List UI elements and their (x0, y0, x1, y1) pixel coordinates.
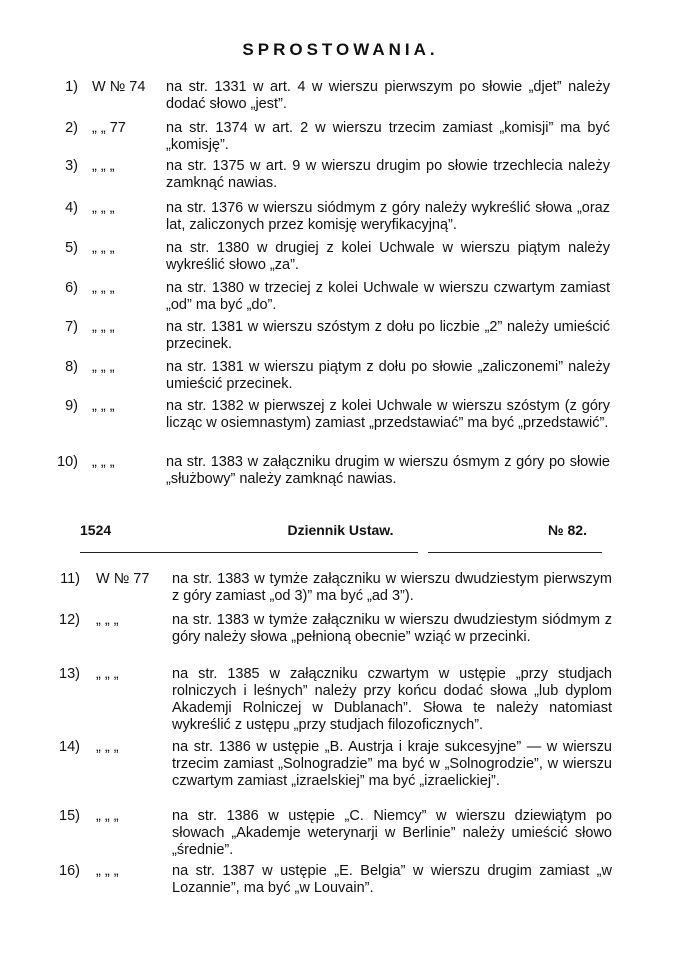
page-number: 1524 (80, 522, 112, 538)
journal-title: Dziennik Ustaw. (287, 522, 394, 538)
entry-number: 14) (59, 739, 80, 755)
entry-number: 1) (65, 79, 78, 95)
entry-text: na str. 1374 w art. 2 w wierszu trzecim zamiast „komisji” ma być „komisję”. (166, 120, 610, 153)
running-header (0, 522, 681, 544)
entry-number: 7) (65, 319, 78, 335)
entry-reference: „ „ „ (92, 158, 115, 174)
entry-reference: „ „ „ (92, 454, 115, 470)
entry-number: 13) (59, 666, 80, 682)
entry-number: 9) (65, 398, 78, 414)
entry-number: 4) (65, 200, 78, 216)
entry-reference: „ „ „ (92, 319, 115, 335)
entry-reference: W № 77 (96, 571, 150, 587)
entry-text: na str. 1331 w art. 4 w wierszu pierwszym po słowie „djet” należy dodać słowo „jest”. (166, 79, 610, 112)
entry-reference: „ „ „ (96, 666, 119, 682)
entry-reference: W № 74 (92, 79, 146, 95)
entry-number: 11) (60, 571, 80, 587)
entry-reference: „ „ „ (96, 739, 119, 755)
header-rule (80, 552, 418, 553)
entry-reference: „ „ „ (96, 612, 119, 628)
issue-number: № 82. (548, 522, 587, 538)
entry-number: 16) (59, 863, 80, 879)
entry-text: na str. 1383 w tymże załączniku w wierszu dwudziestym siódmym z góry należy słowa „pełnioną obecnie” wziąć w przecinki. (172, 612, 612, 645)
entry-number: 8) (65, 359, 78, 375)
entry-reference: „ „ „ (92, 240, 115, 256)
entry-reference: „ „ „ (92, 398, 115, 414)
entry-text: na str. 1382 w pierwszej z kolei Uchwale w wierszu szóstym (z góry licząc w osiemnastym) zamiast „przedstawiać” ma być „przedstawić”. (166, 398, 610, 431)
entry-reference: „ „ 77 (92, 120, 126, 136)
entry-text: na str. 1380 w trzeciej z kolei Uchwale w wierszu czwartym zamiast „od” ma być „do”. (166, 280, 610, 313)
entry-reference: „ „ „ (92, 359, 115, 375)
entry-text: na str. 1386 w ustępie „C. Niemcy” w wierszu dziewiątym po słowach „Akademje weterynarji w Berlinie” należy umieścić słowo „średnie”. (172, 808, 612, 858)
entry-number: 6) (65, 280, 78, 296)
entry-reference: „ „ „ (92, 200, 115, 216)
entry-reference: „ „ „ (96, 808, 119, 824)
entry-number: 3) (65, 158, 78, 174)
page-title: SPROSTOWANIA. (242, 40, 439, 59)
entry-text: na str. 1383 w tymże załączniku w wierszu dwudziestym pierwszym z góry zamiast „od 3)” ma być „ad 3”). (172, 571, 612, 604)
entry-number: 2) (65, 120, 78, 136)
entry-text: na str. 1375 w art. 9 w wierszu drugim po słowie trzechlecia należy zamknąć nawias. (166, 158, 610, 191)
entry-reference: „ „ „ (96, 863, 119, 879)
entry-number: 5) (65, 240, 78, 256)
entry-text: na str. 1381 w wierszu piątym z dołu po słowie „zaliczonemi” należy umieścić przecinek. (166, 359, 610, 392)
entry-number: 10) (57, 454, 78, 470)
entry-text: na str. 1380 w drugiej z kolei Uchwale w wierszu piątym należy wykreślić słowo „za”. (166, 240, 610, 273)
header-rule (428, 552, 602, 553)
entry-text: na str. 1383 w załączniku drugim w wierszu ósmym z góry po słowie „służbowy” należy zamknąć nawias. (166, 454, 610, 487)
entry-number: 15) (59, 808, 80, 824)
entry-number: 12) (59, 612, 80, 628)
entry-text: na str. 1376 w wierszu siódmym z góry należy wykreślić słowa „oraz lat, zaliczonych przez komisję weryfikacyjną”. (166, 200, 610, 233)
entry-text: na str. 1385 w załączniku czwartym w ustępie „przy studjach rolniczych i leśnych” należy przy końcu dodać słowa „lub dyplom Akademji Rolniczej w Dublanach”. Słowa te należy natomiast wykreślić z ustępu „przy studjach filozoficznych”. (172, 666, 612, 733)
entry-text: na str. 1387 w ustępie „E. Belgia” w wierszu drugim zamiast „w Lozannie”, ma być „w Louvain”. (172, 863, 612, 896)
entry-text: na str. 1386 w ustępie „B. Austrja i kraje sukcesyjne” — w wierszu trzecim zamiast „Solnogradzie” ma być w „Solnogrodzie”, w wierszu czwartym zamiast „izraelskiej” ma być „izraelickiej”. (172, 739, 612, 789)
entry-reference: „ „ „ (92, 280, 115, 296)
entry-text: na str. 1381 w wierszu szóstym z dołu po liczbie „2” należy umieścić przecinek. (166, 319, 610, 352)
